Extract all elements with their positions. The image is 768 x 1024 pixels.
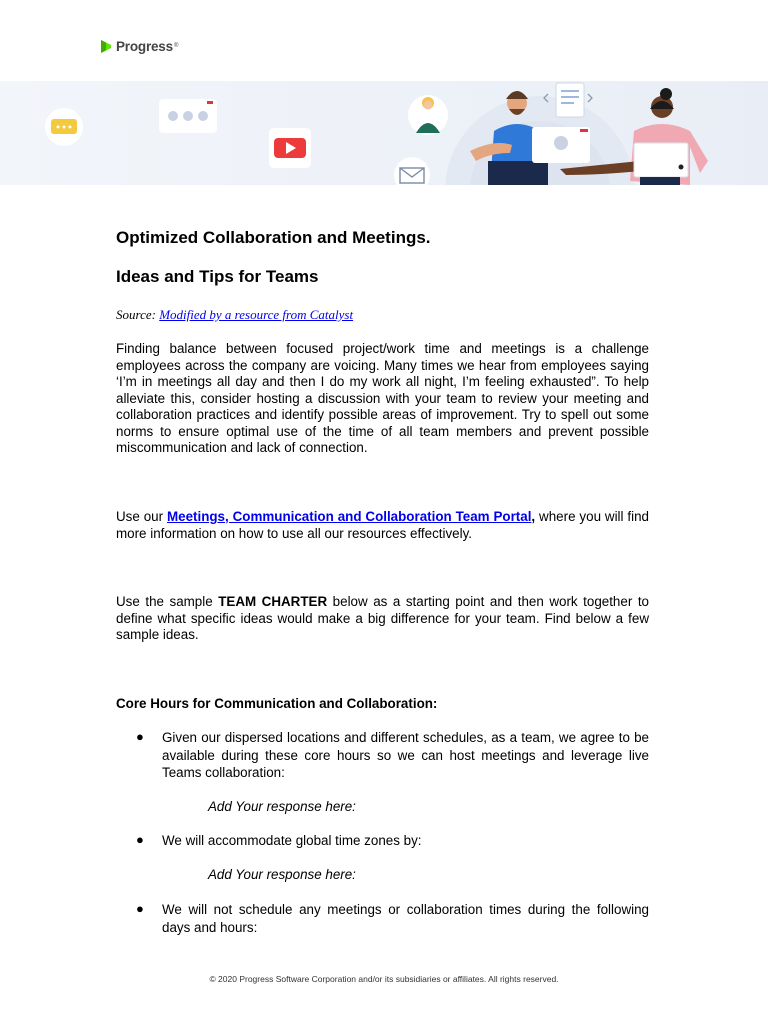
play-button-icon <box>269 128 311 168</box>
portal-paragraph <box>116 509 649 542</box>
response-placeholder[interactable]: Add Your response here: <box>208 867 356 882</box>
team-portal-link[interactable]: Meetings, Communication and Collaboration Team Portal <box>166 509 532 524</box>
bullet-icon: ● <box>136 729 144 744</box>
chat-bubble-icon <box>45 108 83 146</box>
source-link[interactable]: Modified by a resource from Catalyst <box>159 307 354 322</box>
bullet-text: We will not schedule any meetings or collaboration times during the following days and hours: <box>162 902 649 935</box>
woman-avatar-illustration <box>408 95 448 135</box>
header-banner-illustration <box>0 81 768 185</box>
source-label: Source: <box>116 307 156 322</box>
portal-text-before: Use our <box>116 509 167 524</box>
bullet-icon: ● <box>136 901 144 916</box>
list-item <box>136 901 649 936</box>
list-item <box>136 729 649 782</box>
document-title: Optimized Collaboration and Meetings. <box>116 228 431 247</box>
charter-paragraph <box>116 594 649 644</box>
bullet-text: We will accommodate global time zones by: <box>162 833 422 848</box>
charter-text-before: Use the sample <box>116 594 219 609</box>
response-placeholder[interactable]: Add Your response here: <box>208 799 356 814</box>
document-subtitle: Ideas and Tips for Teams <box>116 267 319 286</box>
charter-paragraph-block <box>116 594 649 644</box>
bullet-text: Given our dispersed locations and different schedules, as a team, we agree to be available during these core hours so we can host meetings and leverage live Teams collaboration: <box>162 730 649 780</box>
intro-paragraph: Finding balance between focused project/work time and meetings is a challenge employees across the company are voicing. Many times we hear from employees saying ‘I’m in meetings all day and then I do my work all night, I’m feeling exhausted”. To help alleviate this, consider hosting a discussion with your team to review your meeting and collaboration practices and identify possible areas of improvement. Try to spell out some norms to ensure optimal use of the time of all team members and prevent possible miscommunication and lack of connection. <box>116 341 649 455</box>
laptop-card-icon <box>532 127 590 163</box>
team-charter-bold: TEAM CHARTER <box>218 594 328 609</box>
progress-logo-icon <box>98 38 114 54</box>
progress-logo <box>98 36 178 56</box>
source-line <box>116 307 353 323</box>
brand-name: Progress <box>116 38 173 54</box>
list-item <box>136 832 649 850</box>
charter-text-after: below as a starting point and then work together to define what specific ideas would make a big difference for your team. Find below a few sample ideas. <box>116 594 649 642</box>
portal-paragraph-block <box>116 509 649 542</box>
intro-paragraph-block <box>116 341 649 457</box>
registered-mark: ® <box>173 43 179 49</box>
video-call-card-icon <box>159 99 217 133</box>
portal-link-suffix: , <box>531 509 536 524</box>
core-hours-section-title: Core Hours for Communication and Collaboration: <box>116 696 438 711</box>
copyright-footer: © 2020 Progress Software Corporation and/or its subsidiaries or affiliates. All rights reserved. <box>209 974 559 984</box>
bullet-icon: ● <box>136 832 144 847</box>
portal-text-after: where you will find more information on how to use all our resources effectively. <box>116 509 649 541</box>
